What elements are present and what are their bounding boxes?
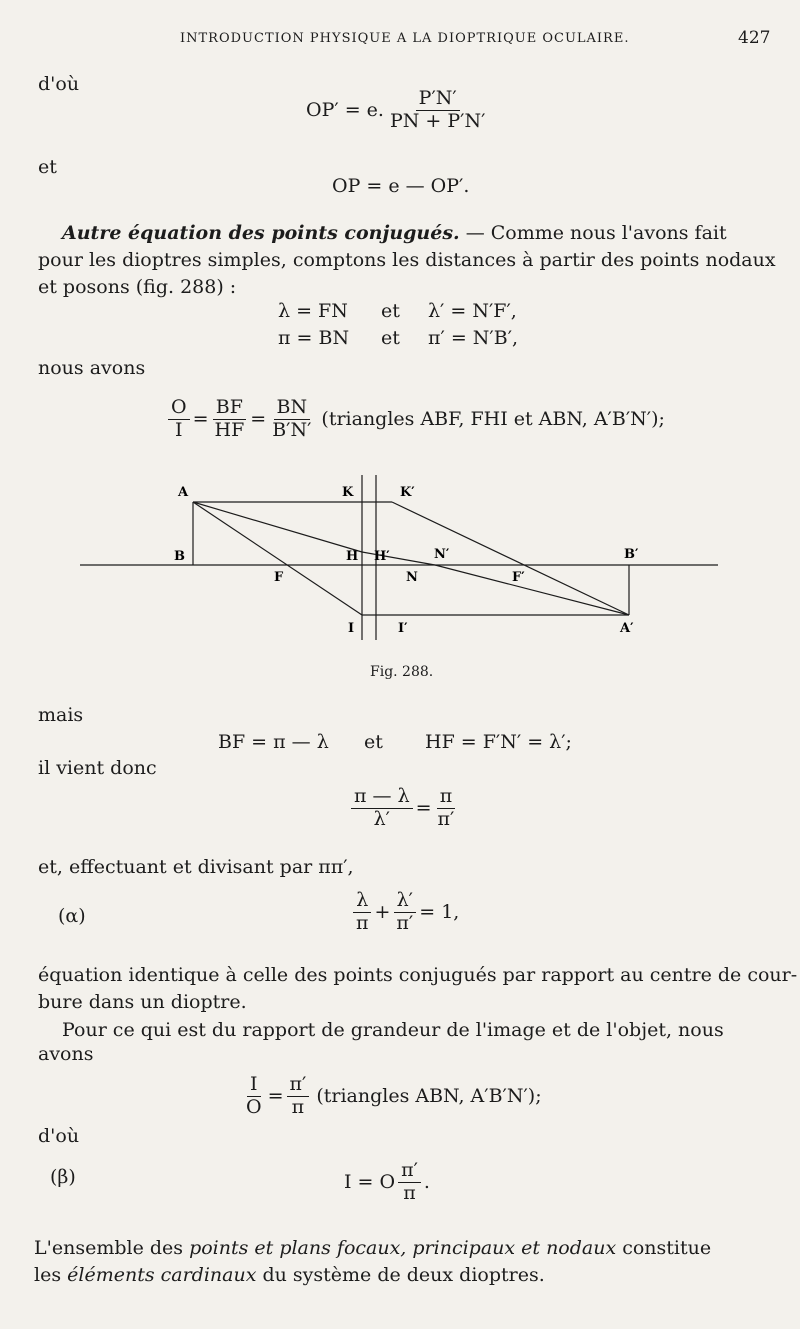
- eq8-frac: [398, 1160, 421, 1205]
- eq4-label: mais: [38, 704, 84, 726]
- eq1-lhs: OP′ = e.: [306, 99, 384, 122]
- para2-line2: avons: [38, 1043, 94, 1065]
- def-row1-right: λ′ = N′F′,: [428, 300, 517, 322]
- eq5-num1: π — λ: [351, 786, 413, 809]
- eq3-f2-num: BF: [213, 397, 246, 420]
- def-row2-mid: et: [381, 327, 400, 349]
- eq6-den1: π: [356, 911, 369, 934]
- label-H-prime: H′: [374, 549, 390, 564]
- eq8-num: π′: [398, 1160, 421, 1183]
- eq4-mid: et: [364, 731, 383, 753]
- ray-H-to-N: [362, 552, 435, 565]
- eq5-frac1: [351, 786, 413, 831]
- eq5-equals: =: [415, 797, 432, 820]
- eq6-tag: (α): [58, 905, 86, 927]
- eq3-frac1: [168, 397, 190, 442]
- final-i1: points et plans focaux, principaux et nodaux: [189, 1237, 617, 1259]
- label-A-prime: A′: [620, 621, 634, 636]
- para2-line1: Pour ce qui est du rapport de grandeur de l'image et de l'objet, nous: [62, 1019, 724, 1041]
- eq5-num2: π: [437, 786, 456, 809]
- eq3-f3-num: BN: [274, 397, 311, 420]
- para1-line1: équation identique à celle des points conjugués par rapport au centre de cour-: [38, 964, 798, 986]
- eq6-num1: λ: [353, 890, 371, 913]
- eq8-den: π: [403, 1181, 416, 1204]
- def-row1-left: λ = FN: [278, 300, 348, 322]
- eq4-left: BF = π — λ: [218, 731, 329, 753]
- eq5-label: il vient donc: [38, 757, 157, 779]
- label-F-prime: F′: [512, 570, 525, 585]
- final-line2: [34, 1264, 545, 1286]
- eq6-den2: π′: [396, 911, 414, 934]
- def-row2-right: π′ = N′B′,: [428, 327, 519, 349]
- final-i2: éléments cardinaux: [67, 1264, 257, 1286]
- ray-K-prime-A-prime: [392, 502, 629, 615]
- label-K-prime: K′: [400, 485, 415, 500]
- eq6-frac1: [353, 890, 372, 935]
- eq3-f3-den: B′N′: [272, 418, 312, 441]
- section-line1: [62, 222, 727, 244]
- eq3-frac2: [212, 397, 248, 442]
- label-H: H: [346, 549, 359, 564]
- eq8-period: .: [423, 1171, 430, 1194]
- eq8-lhs: I = O: [344, 1171, 396, 1194]
- eq5-den1: λ′: [373, 807, 390, 830]
- final-t2: constitue: [616, 1237, 712, 1259]
- def-row1-mid: et: [381, 300, 400, 322]
- label-I: I: [348, 621, 355, 636]
- eq7-den2: π: [291, 1095, 305, 1118]
- eq6-frac2: [393, 890, 416, 935]
- section-line2: pour les dioptres simples, comptons les distances à partir des points nodaux: [38, 249, 776, 271]
- eq7-num1: I: [247, 1074, 261, 1097]
- eq5-frac2: [435, 786, 458, 831]
- eq3-f2-den: HF: [214, 418, 245, 441]
- label-N-prime: N′: [434, 547, 450, 562]
- label-A: A: [178, 485, 189, 500]
- section-line3: et posons (fig. 288) :: [38, 276, 237, 298]
- eq2-expr: OP = e — OP′.: [332, 175, 470, 197]
- eq7-num2: π′: [287, 1074, 310, 1097]
- label-K: K: [342, 485, 354, 500]
- eq6-plus: +: [374, 901, 391, 924]
- eq3-note: (triangles ABF, FHI et ABN, A′B′N′);: [321, 408, 665, 431]
- final-t1: L'ensemble des: [34, 1237, 190, 1259]
- eq3-label: nous avons: [38, 357, 146, 379]
- label-B: B: [174, 549, 185, 564]
- running-title: INTRODUCTION PHYSIQUE A LA DIOPTRIQUE OCULAIRE.: [180, 31, 630, 46]
- eq1-den: PN + P′N′: [389, 109, 486, 132]
- def-row2-left: π = BN: [278, 327, 350, 349]
- eq1-label: d'où: [38, 73, 80, 95]
- equation-alpha: [350, 890, 459, 935]
- eq7-note: (triangles ABN, A′B′N′);: [316, 1085, 542, 1108]
- equation-image-ratio: [240, 1074, 542, 1119]
- eq3-frac3: [269, 397, 314, 442]
- label-N: N: [406, 570, 418, 585]
- eq1-num: P′N′: [416, 88, 460, 111]
- ray-A-F-I: [193, 502, 362, 615]
- eq6-label: et, effectuant et divisant par ππ′,: [38, 856, 354, 878]
- figure-caption: Fig. 288.: [370, 664, 434, 680]
- ray-A-to-H: [193, 502, 362, 552]
- eq3-equals1: =: [192, 408, 209, 431]
- final-t3: les: [34, 1264, 68, 1286]
- equation-pi-lambda: [348, 786, 460, 831]
- section-text1: — Comme nous l'avons fait: [459, 222, 727, 244]
- label-F: F: [274, 570, 284, 585]
- para1-line2: bure dans un dioptre.: [38, 991, 247, 1013]
- eq1-fraction: [387, 88, 488, 133]
- final-t4: du système de deux dioptres.: [256, 1264, 545, 1286]
- equation-op-prime: [306, 88, 491, 133]
- figure-288-diagram: [70, 470, 730, 655]
- eq6-num2: λ′: [394, 890, 416, 913]
- eq8-tag: (β): [50, 1166, 76, 1188]
- section-heading: Autre équation des points conjugués.: [62, 222, 460, 244]
- eq8-label: d'où: [38, 1125, 80, 1147]
- eq7-equals: =: [267, 1085, 284, 1108]
- eq7-frac1: [243, 1074, 265, 1119]
- equation-ratios: [165, 397, 665, 442]
- eq3-f1-den: I: [175, 418, 183, 441]
- eq6-rhs: = 1,: [419, 901, 460, 924]
- eq4-right: HF = F′N′ = λ′;: [425, 731, 572, 753]
- eq3-equals2: =: [250, 408, 267, 431]
- eq3-f1-num: O: [168, 397, 190, 420]
- label-I-prime: I′: [398, 621, 408, 636]
- eq5-den2: π′: [437, 807, 455, 830]
- page-number: 427: [738, 28, 771, 48]
- label-B-prime: B′: [624, 547, 639, 562]
- eq7-frac2: [287, 1074, 310, 1119]
- final-line1: [34, 1237, 711, 1259]
- eq2-label: et: [38, 156, 57, 178]
- ray-N-prime-A-prime: [435, 565, 629, 615]
- equation-beta: [344, 1160, 430, 1205]
- eq7-den1: O: [246, 1095, 262, 1118]
